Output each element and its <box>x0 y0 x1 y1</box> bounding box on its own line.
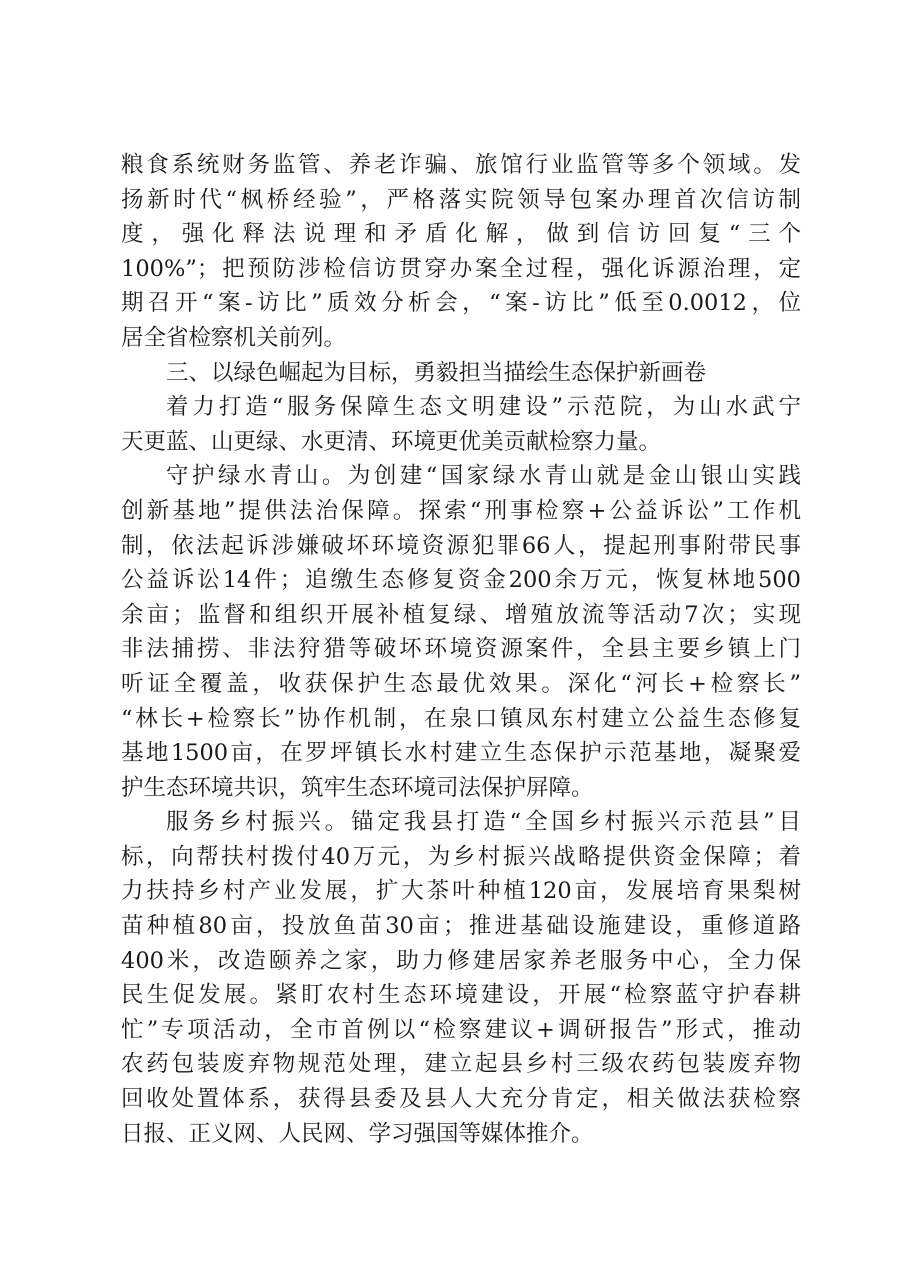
text-line: 制，依法起诉涉嫌破坏环境资源犯罪66人，提起刑事附带民事 <box>121 532 801 559</box>
text-line: 回收处置体系，获得县委及县人大充分肯定，相关做法获检察 <box>121 1086 801 1113</box>
text-line: 护生态环境共识，筑牢生态环境司法保护屏障。 <box>121 774 594 801</box>
text-line: 力扶持乡村产业发展，扩大茶叶种植120亩，发展培育果梨树 <box>121 878 801 905</box>
text-line: 余亩；监督和组织开展补植复绿、增殖放流等活动7次；实现 <box>121 601 801 628</box>
text-line: 非法捕捞、非法狩猎等破坏环境资源案件，全县主要乡镇上门 <box>121 636 801 663</box>
text-line: 苗种植80亩，投放鱼苗30亩；推进基础设施建设，重修道路 <box>121 913 801 940</box>
text-line: 日报、正义网、人民网、学习强国等媒体推介。 <box>121 1120 594 1147</box>
text-line: “林长+检察长”协作机制，在泉口镇凤东村建立公益生态修复 <box>121 705 801 732</box>
body-text <box>121 148 801 1151</box>
text-line: 期召开“案-访比”质效分析会，“案-访比”低至0.0012，位 <box>121 290 801 317</box>
text-line: 忙”专项活动，全市首例以“检察建议+调研报告”形式，推动 <box>121 1016 801 1043</box>
text-line: 400米，改造颐养之家，助力修建居家养老服务中心，全力保 <box>121 947 801 974</box>
text-line: 服务乡村振兴。锚定我县打造“全国乡村振兴示范县”目 <box>166 809 801 836</box>
text-line: 民生促发展。紧盯农村生态环境建设，开展“检察蓝守护春耕 <box>121 982 801 1009</box>
section-heading: 三、以绿色崛起为目标，勇毅担当描绘生态保护新画卷 <box>166 359 707 386</box>
text-line: 100%”；把预防涉检信访贯穿办案全过程，强化诉源治理，定 <box>121 255 801 282</box>
text-line: 公益诉讼14件；追缴生态修复资金200余万元，恢复林地500 <box>121 567 801 594</box>
text-line: 着力打造“服务保障生态文明建设”示范院，为山水武宁 <box>166 394 801 421</box>
text-line: 度，强化释法说理和矛盾化解，做到信访回复“三个 <box>121 221 801 248</box>
text-line: 粮食系统财务监管、养老诈骗、旅馆行业监管等多个领域。发 <box>121 152 801 178</box>
text-line: 守护绿水青山。为创建“国家绿水青山就是金山银山实践 <box>166 463 801 490</box>
text-line: 农药包装废弃物规范处理，建立起县乡村三级农药包装废弃物 <box>121 1051 801 1078</box>
text-line: 居全省检察机关前列。 <box>121 324 347 351</box>
text-line: 创新基地”提供法治保障。探索“刑事检察+公益诉讼”工作机 <box>121 497 801 524</box>
text-line: 扬新时代“枫桥经验”，严格落实院领导包案办理首次信访制 <box>121 186 801 213</box>
text-line: 标，向帮扶村拨付40万元，为乡村振兴战略提供资金保障；着 <box>121 843 801 870</box>
text-line: 天更蓝、山更绿、水更清、环境更优美贡献检察力量。 <box>121 428 662 455</box>
text-line: 听证全覆盖，收获保护生态最优效果。深化“河长+检察长” <box>121 670 801 697</box>
text-line: 基地1500亩，在罗坪镇长水村建立生态保护示范基地，凝聚爱 <box>121 740 801 767</box>
